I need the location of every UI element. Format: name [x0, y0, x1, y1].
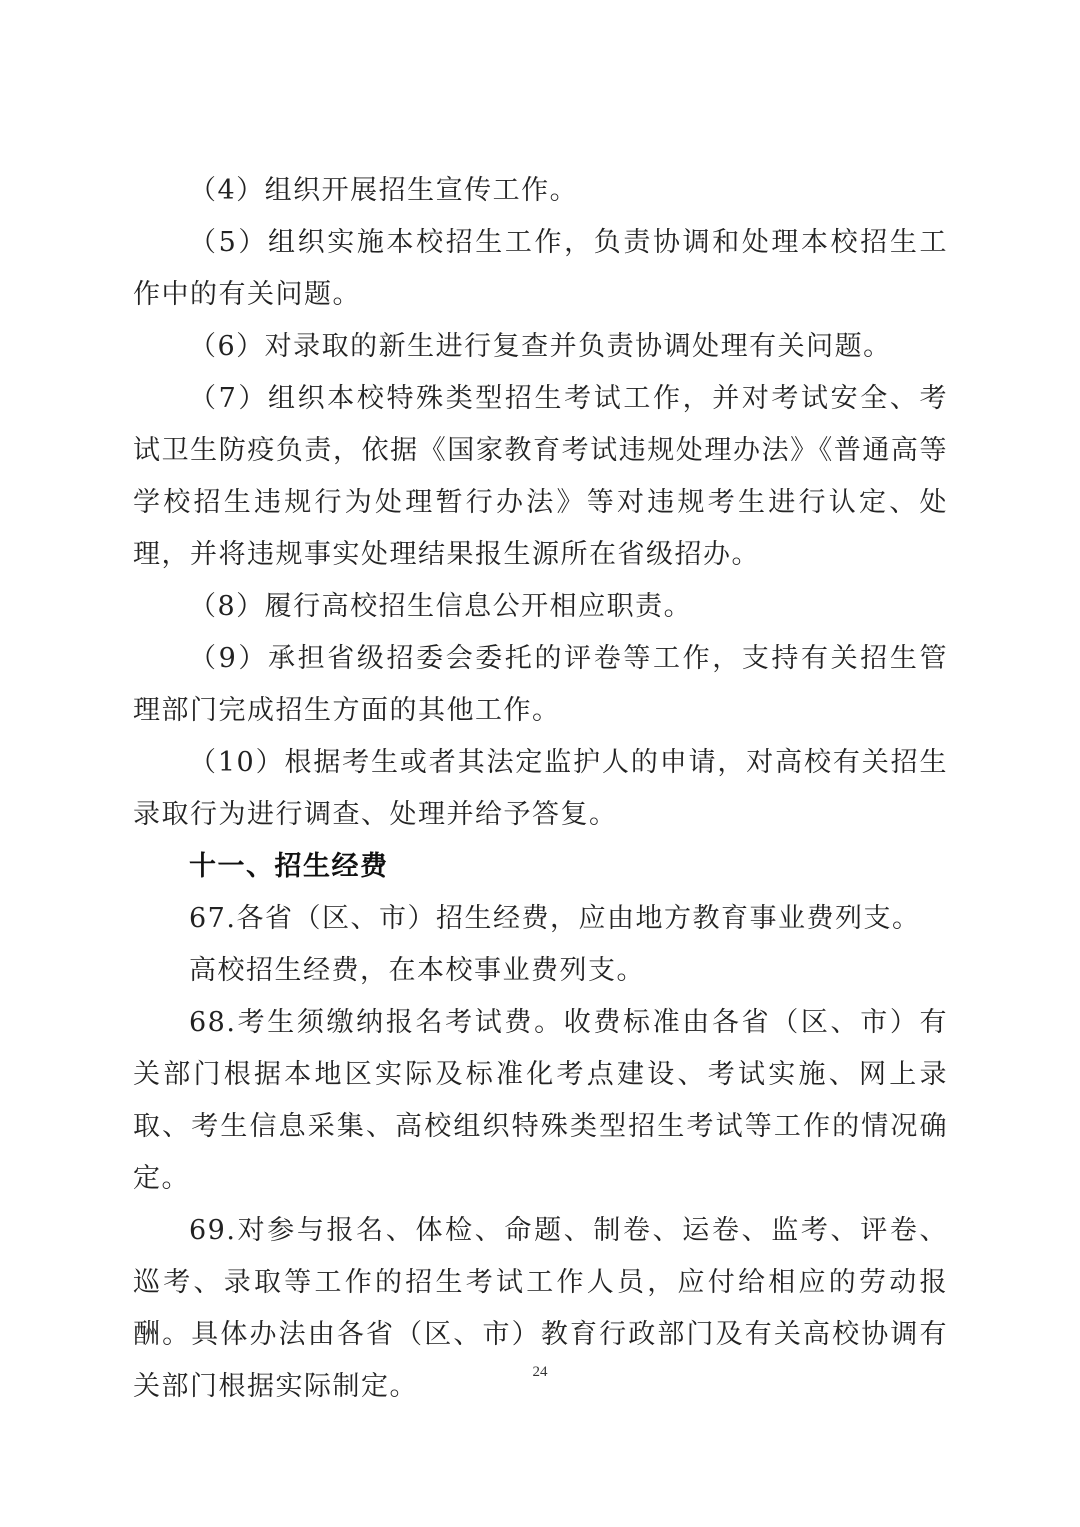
list-item: （7）组织本校特殊类型招生考试工作，并对考试安全、考试卫生防疫负责，依据《国家教育考试违规处理办法》《普通高等学校招生违规行为处理暂行办法》等对违规考生进行认定、处理，并将违规事实处理结果报生源所在省级招办。: [133, 383, 948, 570]
list-item: （9）承担省级招委会委托的评卷等工作，支持有关招生管理部门完成招生方面的其他工作。: [133, 643, 948, 726]
list-item: （8）履行高校招生信息公开相应职责。: [189, 591, 693, 622]
article-paragraph: 68.考生须缴纳报名考试费。收费标准由各省（区、市）有关部门根据本地区实际及标准化考点建设、考试实施、网上录取、考生信息采集、高校组织特殊类型招生考试等工作的情况确定。: [133, 1007, 948, 1194]
section-heading: 十一、招生经费: [189, 851, 389, 882]
article-paragraph: 69.对参与报名、体检、命题、制卷、运卷、监考、评卷、巡考、录取等工作的招生考试工作人员，应付给相应的劳动报酬。具体办法由各省（区、市）教育行政部门及有关高校协调有关部门根据实际制定。: [133, 1215, 948, 1402]
article-paragraph: 67.各省（区、市）招生经费，应由地方教育事业费列支。: [189, 903, 921, 934]
list-item: （6）对录取的新生进行复查并负责协调处理有关问题。: [189, 331, 892, 362]
list-item: （5）组织实施本校招生工作，负责协调和处理本校招生工作中的有关问题。: [133, 227, 948, 310]
article-paragraph: 高校招生经费，在本校事业费列支。: [189, 955, 645, 986]
list-item: （10）根据考生或者其法定监护人的申请，对高校有关招生录取行为进行调查、处理并给予答复。: [133, 747, 948, 830]
document-body: [133, 165, 948, 1413]
page-number: 24: [532, 1364, 548, 1380]
list-item: （4）组织开展招生宣传工作。: [189, 175, 579, 206]
